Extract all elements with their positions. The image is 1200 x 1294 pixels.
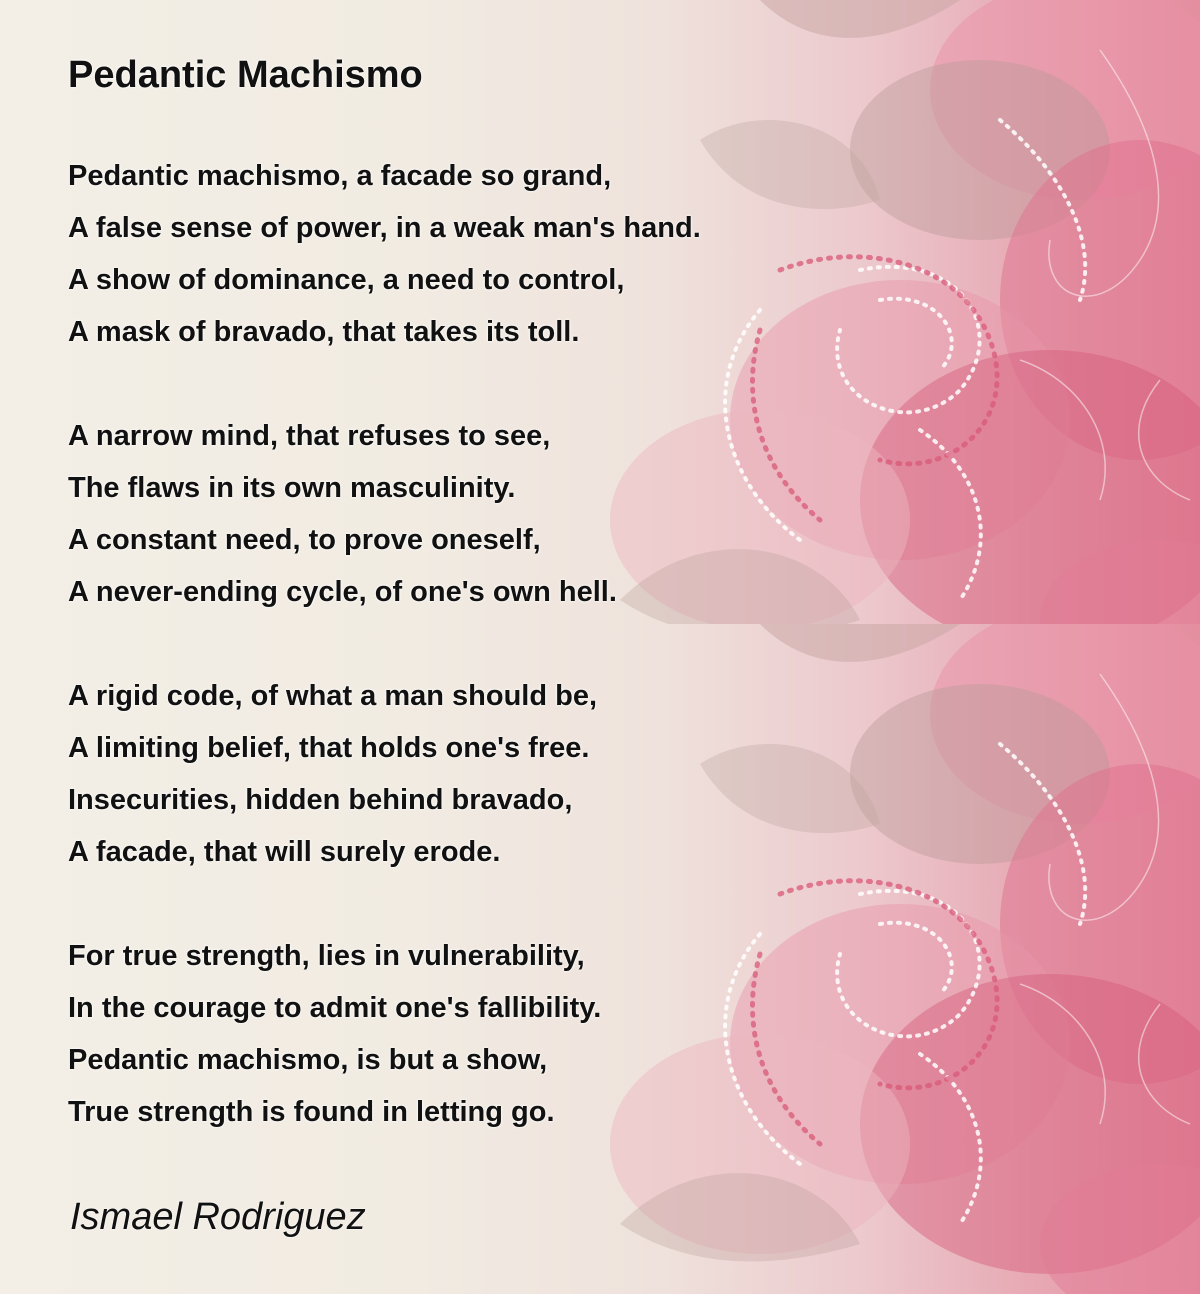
poem-author: Ismael Rodriguez [70,1196,366,1238]
poem-line: A show of dominance, a need to control, [68,264,625,296]
poem-line: A mask of bravado, that takes its toll. [68,316,580,348]
poem-line: A narrow mind, that refuses to see, [68,420,551,452]
poem-line: A facade, that will surely erode. [68,836,501,868]
stanza-4 [68,930,601,1138]
poem-line: Insecurities, hidden behind bravado, [68,784,573,816]
poem-line: A limiting belief, that holds one's free. [68,732,590,764]
poem-line: A never-ending cycle, of one's own hell. [68,576,617,608]
poem-line: True strength is found in letting go. [68,1096,555,1128]
poem-title: Pedantic Machismo [68,54,423,96]
poem-line: Pedantic machismo, a facade so grand, [68,160,612,192]
stanza-1 [68,150,701,358]
stanza-3 [68,670,597,878]
poem-line: For true strength, lies in vulnerability, [68,940,585,972]
stanza-2 [68,410,617,618]
poem-line: A constant need, to prove oneself, [68,524,541,556]
poem-line: The flaws in its own masculinity. [68,472,516,504]
poem-card [68,0,968,1294]
poem-line: A rigid code, of what a man should be, [68,680,598,712]
poem-line: Pedantic machismo, is but a show, [68,1044,548,1076]
poem-line: In the courage to admit one's fallibility. [68,992,602,1024]
poem-line: A false sense of power, in a weak man's hand. [68,212,701,244]
